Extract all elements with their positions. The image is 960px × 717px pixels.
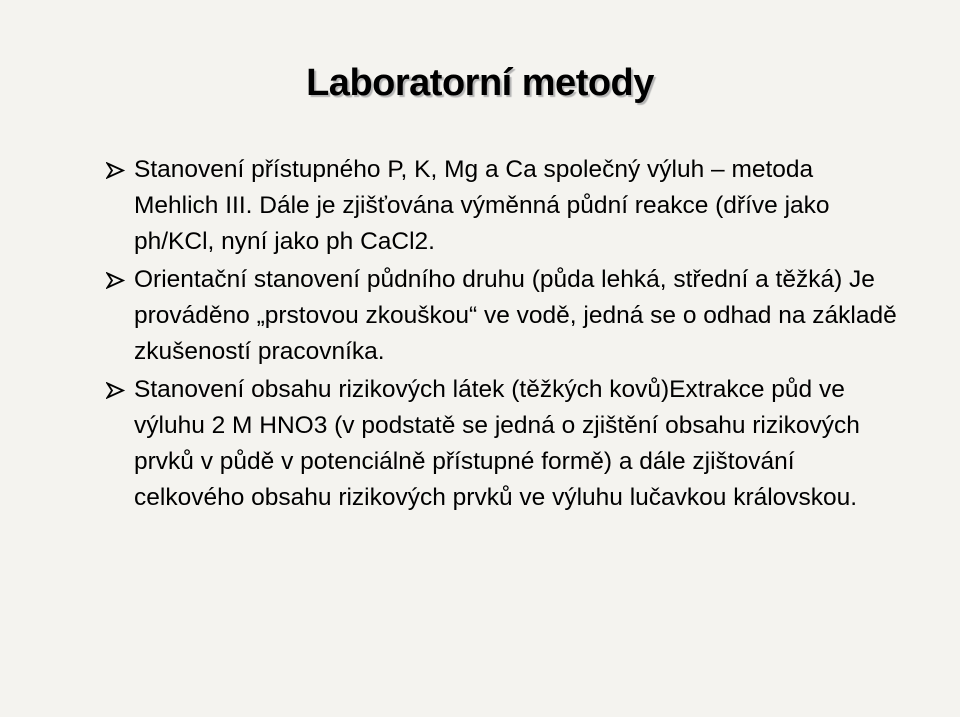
arrow-bullet-icon (104, 152, 128, 188)
slide-title: Laboratorní metody (306, 62, 654, 104)
bullet-item (104, 152, 904, 260)
bullet-text: Stanovení přístupného P, K, Mg a Ca společný výluh – metoda Mehlich III. Dále je zjišťována výměnná půdní reakce (dříve jako ph/KCl, nyní jako ph CaCl2. (134, 156, 830, 255)
arrow-bullet-icon (104, 262, 128, 298)
bullet-item (104, 372, 904, 516)
bullet-item (104, 262, 904, 370)
bullet-text: Orientační stanovení půdního druhu (půda lehká, střední a těžká) Je prováděno „prstovou zkouškou“ ve vodě, jedná se o odhad na základě zkušeností pracovníka. (134, 266, 897, 365)
arrow-bullet-icon (104, 372, 128, 408)
bullet-list (104, 152, 904, 518)
bullet-text: Stanovení obsahu rizikových látek (těžkých kovů)Extrakce půd ve výluhu 2 M HNO3 (v podstatě se jedná o zjištění obsahu rizikových prvků v půdě v potenciálně přístupné formě) a dále zjištování celkového obsahu rizikových prvků ve výluhu lučavkou královskou. (134, 376, 860, 511)
